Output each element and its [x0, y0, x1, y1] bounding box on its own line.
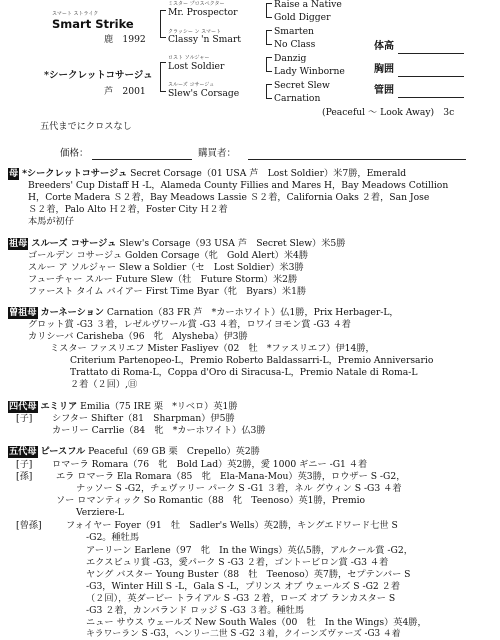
granddam-line: ファースト タイム バイアー First Time Byar（牝 Byars）米1勝: [28, 286, 307, 297]
granddam-line: スルー ア ソルジャー Slew a Soldier（セ Lost Soldier）米3勝: [28, 262, 304, 273]
fifth-dam-line: エクスビュリ賞 -G3，愛パーク S -G3 ２着，ゴントービロン賞 -G3 ４着: [86, 557, 389, 568]
fifth-dam-section-name: ピースフル: [40, 446, 86, 457]
dam-name: *シークレットコサージュ: [44, 70, 153, 81]
great-granddam-line: カリシーバ Carisheba（96 牝 Alysheba）伊3勝: [28, 331, 248, 342]
inbreeding-cross: (Peaceful ～ Look Away) 3c: [322, 107, 455, 118]
gen3-7: Secret Slew: [274, 80, 330, 91]
buyer-blank: [248, 159, 466, 160]
price-label: 価格：: [60, 148, 89, 159]
gen3-4: No Class: [274, 39, 316, 50]
fifth-dam-line: （２回），英ダービー トライアル S -G3 ２着，ローズ オブ ランカスター S: [86, 593, 396, 604]
granddam-line: Slew's Corsage（93 USA 芦 Secret Slew）米5勝: [119, 238, 346, 249]
gen2-ruby-3: ロスト ソルジャー: [168, 55, 210, 61]
great-granddam-section-name: カーネーション: [40, 307, 104, 318]
gen3-5: Danzig: [274, 53, 307, 64]
gen2-name-1: Mr. Prospector: [168, 7, 238, 18]
fifth-dam-line: ソー ロマンティック So Romantic（88 牝 Teenoso）英1勝，Premio: [56, 495, 366, 506]
gen3-2: Gold Digger: [274, 12, 331, 23]
girth-label: 胸囲: [374, 64, 394, 75]
fifth-dam-line: -G2。種牡馬: [86, 532, 140, 543]
dam-info: 芦 2001: [104, 86, 146, 97]
buyer-label: 購買者：: [198, 148, 237, 159]
sire-ruby: スマート ストライク: [52, 11, 99, 17]
price-blank: [92, 159, 192, 160]
fifth-dam-line: フォイヤー Foyer（91 牡 Sadler's Wells）英2勝，キングエドワード七世 S: [66, 520, 398, 531]
granddam-section-name: スルーズ コサージュ: [31, 238, 117, 249]
fifth-dam-line: ニュー サウス ウェールズ New South Wales（00 牡 In the Wings）英4勝，: [86, 617, 427, 628]
fifth-dam-line: ナッソー S -G2，チェヴァリー パーク S -G1 ３着，ネル グウィン S -G3 ４着: [76, 483, 402, 494]
fifth-dam-line: Verziere-L: [76, 507, 124, 518]
fourth-dam-section-name: エミリア: [40, 401, 78, 412]
sire-info: 鹿 1992: [104, 34, 146, 45]
great-granddam-line: ミスター ファスリエフ Mister Fasliyev（02 牡 *ファスリエフ）伊14勝，: [50, 343, 375, 354]
fifth-dam-line: -G3，Winter Hill S -L，Gala S -L，プリンス オブ ウェールズ S -G2 ２着: [86, 581, 401, 592]
cannon-label: 管囲: [374, 85, 394, 96]
dam-line: Secret Corsage（01 USA 芦 Lost Soldier）米7勝，Emerald: [130, 168, 407, 179]
gen3-8: Carnation: [274, 93, 321, 104]
gen3-1: Raise a Native: [274, 0, 342, 10]
fourth-dam-tag: 四代母: [9, 401, 37, 412]
fifth-dam-line: キラワーラン S -G3，ヘンリー二世 S -G2 ３着，クイーンズヴァーズ -G3 ４着: [86, 629, 401, 639]
no-cross-note: 五代までにクロスなし: [40, 121, 132, 132]
granddam-tag: 祖母: [9, 238, 28, 249]
gen3-3: Smarten: [274, 26, 314, 37]
dam-section-name: *シークレットコサージュ: [22, 168, 128, 179]
gen2-name-3: Lost Soldier: [168, 61, 225, 72]
granddam-line: ゴールデン コサージュ Golden Corsage（牝 Gold Alert）米4勝: [28, 250, 309, 261]
great-granddam-line: Carnation（83 FR 芦 *カーホワイト）仏1勝，Prix Herbager-L，: [106, 307, 399, 318]
fifth-dam-line: アーリーン Earlene（97 牝 In the Wings）英仏5勝，アルクール賞 -G2，: [86, 545, 413, 556]
dam-line: 本馬が初仔: [28, 216, 74, 227]
great-granddam-line: グロット賞 -G3 ３着，レゼルヴワール賞 -G3 ４着，ロワイヨモン賞 -G3 ４着: [28, 319, 351, 330]
granddam-line: フューチャー スルー Future Slew（牡 Future Storm）米2勝: [28, 274, 298, 285]
fifth-dam-line: Peaceful（69 GB 栗 Crepello）英2勝: [88, 446, 260, 457]
fifth-dam-label-child: [子]: [16, 459, 33, 470]
cannon-blank: [398, 97, 464, 98]
fifth-dam-line: エラ ロマーラ Ela Romara（85 牝 Ela-Mana-Mou）英3勝，ロウザー S -G2，: [56, 471, 406, 482]
fifth-dam-line: ヤング バスター Young Buster（88 牡 Teenoso）英7勝，セプテンバー S: [86, 569, 411, 580]
fourth-dam-line: シフター Shifter（81 Sharpman）伊5勝: [52, 413, 235, 424]
great-granddam-line: Criterium Partenopeo-L，Premio Roberto Baldassarri-L，Premio Anniversario: [70, 355, 434, 366]
great-granddam-line: Trattato di Roma-L，Coppa d'Oro di Siracusa-L，Premio Natale di Roma-L: [70, 367, 418, 378]
dam-line: Ｓ２着，Palo Alto Ｈ２着，Foster City Ｈ２着: [28, 204, 228, 215]
dam-line: Breeders' Cup Distaff H -L，Alameda County Fillies and Mares H，Bay Meadows Cotillion: [28, 180, 449, 191]
gen2-ruby-1: ミスター プロスペクター: [168, 1, 225, 7]
fourth-dam-child-mark: [子]: [16, 413, 33, 424]
fifth-dam-tag: 五代母: [9, 446, 37, 457]
gen2-name-2: Classy 'n Smart: [168, 34, 241, 45]
girth-blank: [398, 76, 464, 77]
gen2-ruby-2: クラッシー ン スマート: [168, 29, 221, 35]
gen2-ruby-4: スルーズ コサージュ: [168, 82, 215, 88]
great-granddam-tag: 曽祖母: [9, 307, 37, 318]
gen2-name-4: Slew's Corsage: [168, 88, 240, 99]
dam-tag: 母: [9, 168, 19, 179]
gen3-6: Lady Winborne: [274, 66, 345, 77]
fifth-dam-label-great-grandchild: [曾孫]: [16, 520, 42, 531]
fifth-dam-line: ロマーラ Romara（76 牝 Bold Lad）英2勝，愛 1000 ギニー -G1 ４着: [52, 459, 368, 470]
great-granddam-line: ２着（２回）,㊐: [70, 379, 138, 390]
fifth-dam-line: -G3 ２着，カンバランド ロッジ S -G3 ３着。種牡馬: [86, 605, 305, 616]
dam-line: H，Corte Madera Ｓ２着，Bay Meadows Lassie Ｓ２着，California Oaks ２着，San Jose: [28, 192, 430, 203]
height-label: 体高: [374, 41, 394, 52]
sire-name: Smart Strike: [52, 17, 134, 31]
fifth-dam-label-grandchild: [孫]: [16, 471, 33, 482]
height-blank: [398, 53, 464, 54]
fourth-dam-line: Emilia（75 IRE 栗 *リベロ）英1勝: [80, 401, 238, 412]
fourth-dam-line: カーリー Carrlie（84 牝 *カーホワイト）仏3勝: [52, 425, 266, 436]
